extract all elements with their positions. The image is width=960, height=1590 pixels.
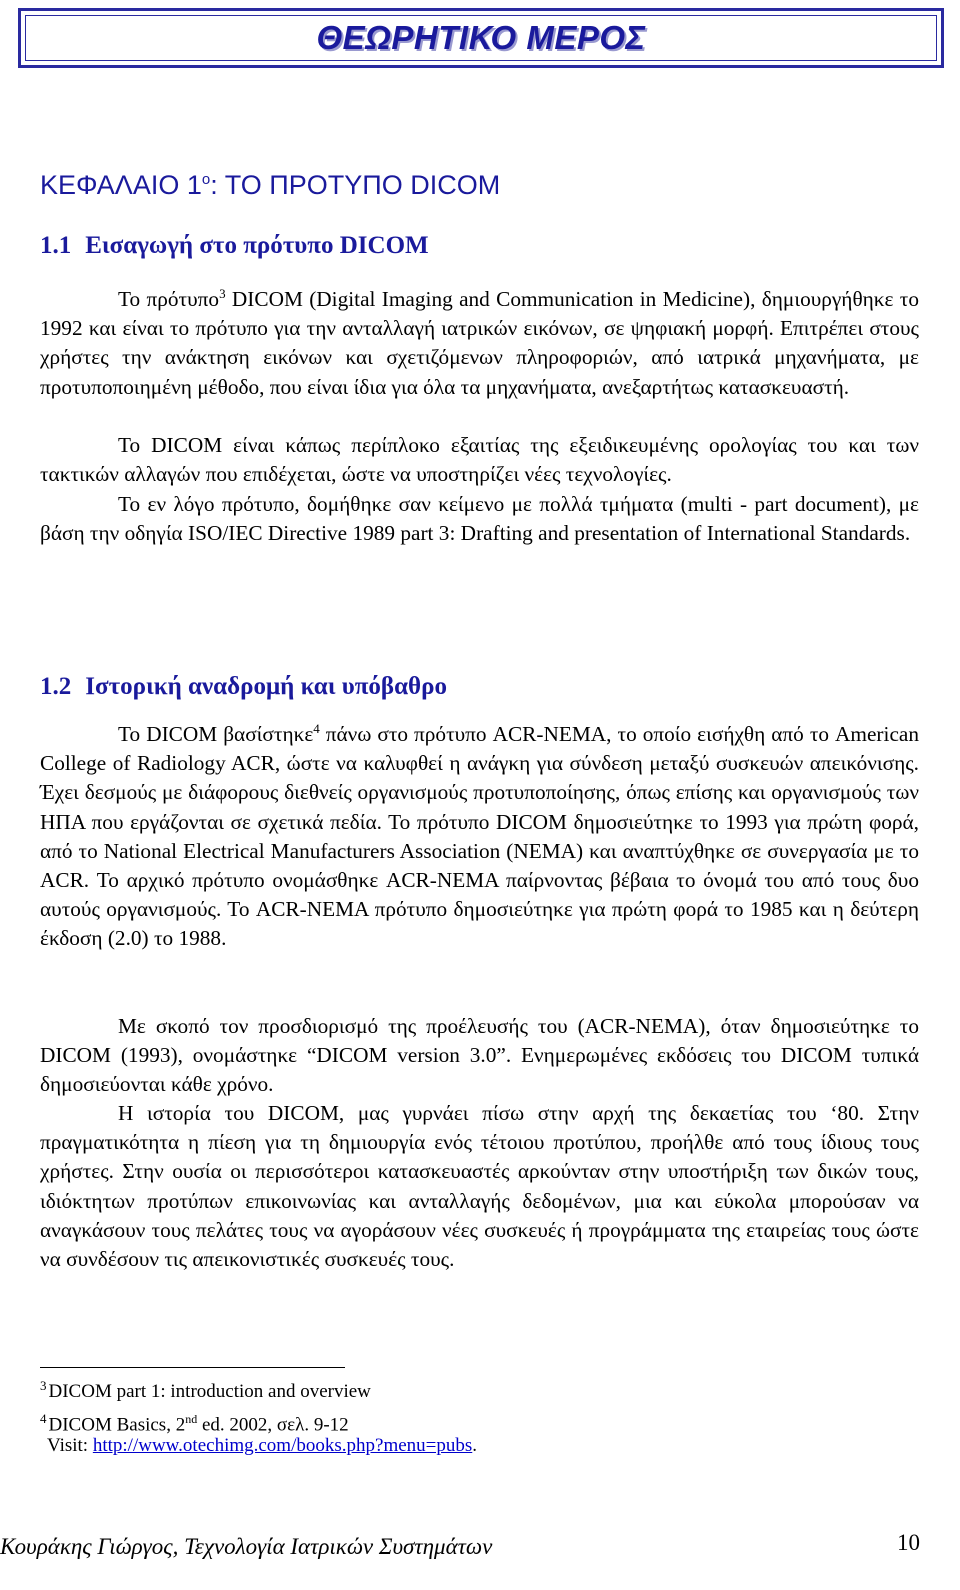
- title-banner: [18, 8, 944, 68]
- section-1-1-paragraph-3: Το εν λόγο πρότυπο, δομήθηκε σαν κείμενο με πολλά τμήματα (multi - part document), με βάση την οδηγία ISO/IEC Directive 1989 part 3: Drafting and presentation of International Standards.: [40, 492, 919, 546]
- page-number: 10: [897, 1530, 920, 1555]
- section-1-2-paragraph-3: Η ιστορία του DICOM, μας γυρνάει πίσω στην αρχή της δεκαετίας του ‘80. Στην πραγματικότητα η πίεση για τη δημιουργία ενός τέτοιου προτύπου, προήλθε από τους ίδιους τους χρήστες. Στην ουσία οι περισσότεροι κατασκευαστές αρκούνταν στην υποστήριξη των δικών τους, ιδιόκτητων προτύπων επικοινωνίας και ανταλλαγής δεδομένων, μια και εύκολα μπορούσαν να αναγκάσουν τους πελάτες τους να αγοράσουν νέες συσκευές ή προγράμματα της εταιρείας τους ώστε να συνδέσουν τις απεικονιστικές συσκευές τους.: [40, 1101, 919, 1272]
- footnote-ref-4: 4: [313, 720, 320, 736]
- section-1-1-paragraph-2: Το DICOM είναι κάπως περίπλοκο εξαιτίας της εξειδικευμένης ορολογίας του και των τακτικών αλλαγών που επιδέχεται, ώστε να υποστηρίζει νέες τεχνολογίες.: [40, 433, 919, 487]
- section-1-2-heading: [40, 673, 447, 701]
- section-title: Ιστορική αναδρομή και υπόβαθρο: [85, 673, 447, 700]
- footnote-separator: [40, 1367, 345, 1368]
- footnote-4: $^4$ DICOM Basics, 2nd ed. 2002, σελ. 9-12: [40, 1411, 349, 1436]
- footnote-visit: Visit: http://www.otechimg.com/books.php?menu=pubs.: [47, 1435, 478, 1456]
- chapter-ordinal: ο: [201, 171, 211, 188]
- part-title: ΘΕΩΡΗΤΙΚΟ ΜΕΡΟΣ: [316, 19, 646, 56]
- chapter-prefix: ΚΕΦΑΛΑΙΟ 1: [40, 170, 202, 200]
- chapter-suffix: : ΤΟ ΠΡΟΤΥΠΟ DICOM: [210, 170, 501, 200]
- chapter-heading: [40, 170, 500, 201]
- footer-author: Κουράκης Γιώργος, Τεχνολογία Ιατρικών Συστημάτων: [0, 1534, 493, 1559]
- section-number: 1.2: [40, 673, 72, 700]
- section-1-2-paragraph-2: Με σκοπό τον προσδιορισμό της προέλευσής του (ACR-NEMA), όταν δημοσιεύτηκε το DICOM (1993), ονομάστηκε “DICOM version 3.0”. Ενημερωμένες εκδόσεις του DICOM τυπικά δημοσιεύονται κάθε χρόνο.: [40, 1014, 919, 1097]
- footnote-ref-3: 3: [219, 285, 226, 301]
- section-1-2-paragraph-1: Το DICOM βασίστηκε$^4$ πάνω στο πρότυπο ACR-NEMA, το οποίο εισήχθη από το American College of Radiology ACR, ώστε να καλυφθεί η ανάγκη για σύνδεση μεταξύ συσκευών απεικόνισης. Έχει δεσμούς με διάφορους διεθνείς οργανισμούς προτυποποίησης, όπως επίσης και οργανισμούς των ΗΠΑ που εργάζονται σε σχετικά πεδία. Το πρότυπο DICOM δημοσιεύτηκε το 1993 για πρώτη φορά, από το National Electrical Manufacturers Association (NEMA) και αναπτύχθηκε σε συνεργασία με το ACR. Το αρχικό πρότυπο ονομάσθηκε ACR-NEMA παίρνοντας βέβαια το όνομά του από τους δυο αυτούς οργανισμούς. Το ACR-NEMA πρότυπο δημοσιεύτηκε για πρώτη φορά το 1985 και η δεύτερη έκδοση (2.0) το 1988.: [40, 720, 919, 951]
- section-number: 1.1: [40, 232, 72, 259]
- section-1-1-paragraph-1: Το πρότυπο$^3$ DICOM (Digital Imaging and Communication in Medicine), δημιουργήθηκε το 1992 και είναι το πρότυπο για την ανταλλαγή ιατρικών εικόνων, σε ψηφιακή μορφή. Επιτρέπει στους χρήστες την ανάκτηση εικόνων και σχετιζόμενων πληροφοριών, από ιατρικά μηχανήματα, με προτυποποιημένη μέθοδο, που είναι ίδια για όλα τα μηχανήματα, ανεξαρτήτως κατασκευαστή.: [40, 285, 919, 399]
- section-1-1-heading: [40, 232, 429, 260]
- footnote-3: $^3$ DICOM part 1: introduction and overview: [40, 1377, 371, 1402]
- section-title: Εισαγωγή στο πρότυπο DICOM: [85, 232, 429, 259]
- otechimg-link[interactable]: http://www.otechimg.com/books.php?menu=pubs: [92, 1435, 473, 1456]
- title-banner-inner: [25, 15, 937, 61]
